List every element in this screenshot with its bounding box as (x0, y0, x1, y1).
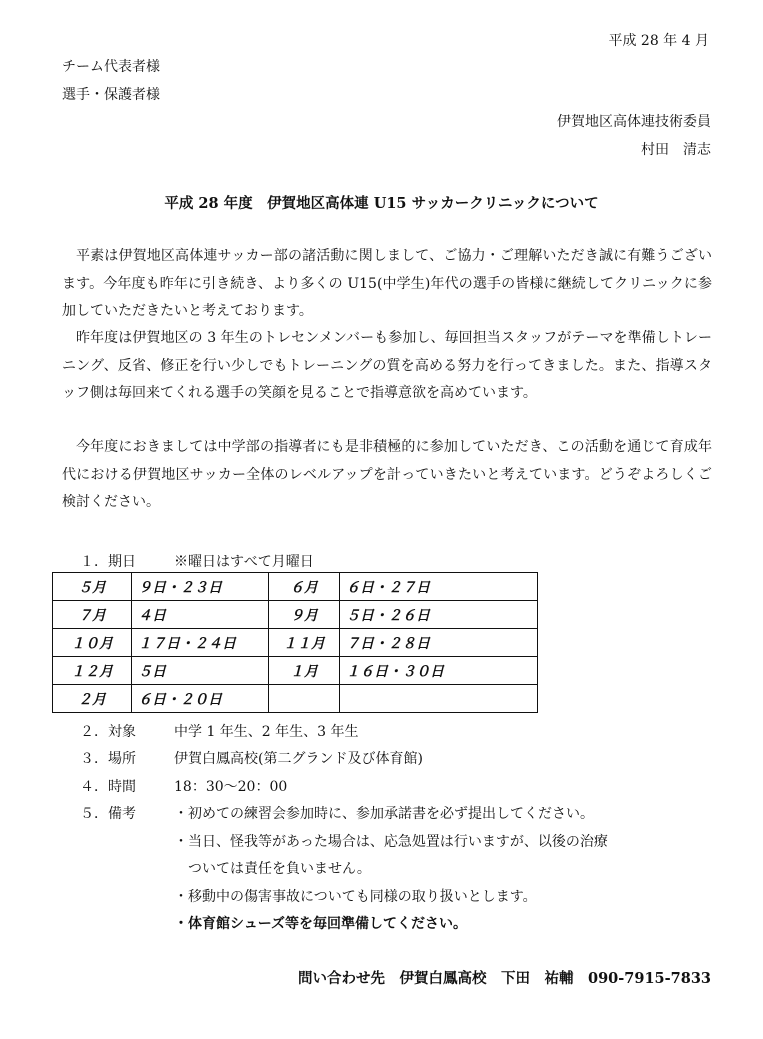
schedule-days: ７日・２８日 (340, 629, 538, 657)
table-row (53, 601, 538, 629)
schedule-days: ９日・２３日 (132, 573, 269, 601)
schedule-month: １２月 (53, 657, 132, 685)
schedule-month: ７月 (53, 601, 132, 629)
table-row (53, 629, 538, 657)
section-place-value: 伊賀白鳳高校(第二グランド及び体育館) (174, 751, 423, 767)
schedule-days: ５日 (132, 657, 269, 685)
section-remarks-label: ５．備考 (80, 806, 136, 822)
schedule-month: ２月 (53, 685, 132, 713)
remark-item: ・初めての練習会参加時に、参加承諾書を必ず提出してください。 (174, 806, 594, 822)
schedule-month: １月 (269, 657, 340, 685)
recipient-players-guardians: 選手・保護者様 (62, 87, 160, 103)
body-paragraph-1: 平素は伊賀地区高体連サッカー部の諸活動に関しまして、ご協力・ご理解いただき誠に有難うございます。今年度も昨年に引き続き、より多くの U15(中学生)年代の選手の皆様に継続してクリニックに参加していただきたいと考えております。 (62, 248, 712, 319)
schedule-days: ６日・２７日 (340, 573, 538, 601)
body-paragraph-3: 今年度におきましては中学部の指導者にも是非積極的に参加していただき、この活動を通じて育成年代における伊賀地区サッカー全体のレベルアップを計っていきたいと考えています。どうぞよろしくご検討ください。 (62, 439, 712, 510)
schedule-days (340, 685, 538, 713)
remark-item: ・移動中の傷害事故についても同様の取り扱いとします。 (174, 889, 537, 905)
section-time-value: 18：30～20：00 (174, 779, 288, 795)
schedule-table (52, 572, 538, 713)
table-row (53, 573, 538, 601)
section-target-label: ２．対象 (80, 724, 136, 740)
remark-item-continued: ついては責任を負いません。 (188, 861, 371, 877)
sender-organization: 伊賀地区高体連技術委員 (557, 114, 711, 130)
table-row (53, 685, 538, 713)
schedule-month: ９月 (269, 601, 340, 629)
schedule-days: １７日・２４日 (132, 629, 269, 657)
schedule-days: １６日・３０日 (340, 657, 538, 685)
schedule-month: １１月 (269, 629, 340, 657)
document-date: 平成 28 年 4 月 (608, 33, 709, 49)
section-target-value: 中学 1 年生、2 年生、3 年生 (174, 724, 359, 740)
schedule-days: ４日 (132, 601, 269, 629)
body-paragraph-2: 昨年度は伊賀地区の 3 年生のトレセンメンバーも参加し、毎回担当スタッフがテーマを準備しトレーニング、反省、修正を行い少しでもトレーニングの質を高める努力を行ってきました。また、指導スタッフ側は毎回来てくれる選手の笑顔を見ることで指導意欲を高めています。 (62, 330, 712, 401)
section-dates-label: １．期日 (80, 554, 136, 570)
schedule-month: １０月 (53, 629, 132, 657)
document-title: 平成 28 年度 伊賀地区高体連 U15 サッカークリニックについて (164, 195, 599, 212)
schedule-days: ５日・２６日 (340, 601, 538, 629)
recipient-team-rep: チーム代表者様 (62, 59, 160, 75)
section-dates-note: ※曜日はすべて月曜日 (174, 554, 314, 570)
schedule-month: ５月 (53, 573, 132, 601)
contact-info: 問い合わせ先 伊賀白鳳高校 下田 祐輔 090-7915-7833 (297, 970, 711, 987)
remark-item: ・当日、怪我等があった場合は、応急処置は行いますが、以後の治療 (174, 834, 608, 850)
sender-name: 村田 清志 (641, 142, 711, 158)
schedule-month: ６月 (269, 573, 340, 601)
schedule-days: ６日・２０日 (132, 685, 269, 713)
remark-item-emphasis: ・体育館シューズ等を毎回準備してください。 (174, 916, 468, 932)
schedule-month (269, 685, 340, 713)
table-row (53, 657, 538, 685)
section-time-label: ４．時間 (80, 779, 136, 795)
section-place-label: ３．場所 (80, 751, 136, 767)
